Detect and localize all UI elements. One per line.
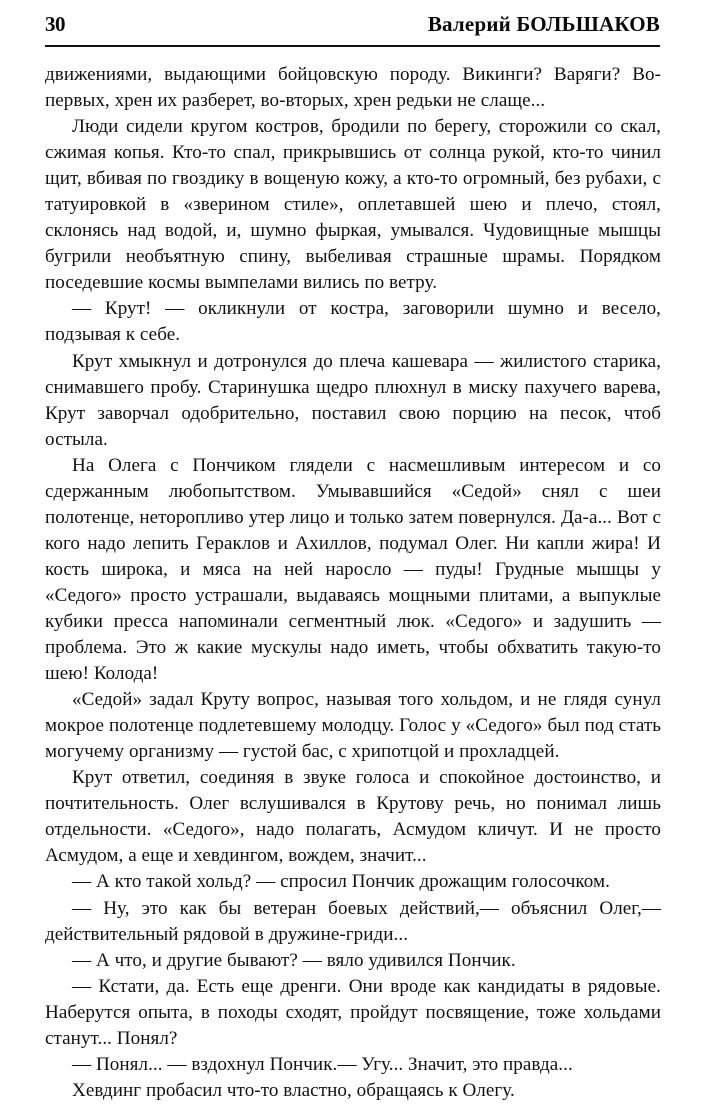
running-head [45, 12, 660, 46]
paragraph: — А что, и другие бывают? — вяло удивился Пончик. [72, 949, 516, 971]
paragraph: — Понял... — вздохнул Пончик.— Угу... Значит, это правда... [72, 1053, 573, 1075]
header-divider [45, 45, 660, 47]
paragraph: — Ну, это как бы ветеран боевых действий,— объяснил Олег,— действительный рядовой в дружине-гриди... [45, 897, 661, 945]
paragraph: движениями, выдающими бойцовскую породу. Викинги? Варяги? Во-первых, хрен их разберет, во-вторых, хрен редьки не слаще... [45, 64, 661, 112]
body-text [45, 62, 661, 1104]
paragraph: На Олега с Пончиком глядели с насмешливым интересом и со сдержанным любопытством. Умывавшийся «Седой» снял с шеи полотенце, неторопливо утер лицо и только затем повернулся. Да-а... Вот с кого надо лепить Гераклов и Ахиллов, подумал Олег. Ни капли жира! И кость широка, и мяса на ней наросло — пуды! Грудные мышцы у «Седого» просто устрашали, выдаваясь мощными плитами, а выпуклые кубики пресса напоминали сегментный люк. «Седого» и задушить — проблема. Это ж какие мускулы надо иметь, чтобы обхватить такую-то шею! Колода! [45, 454, 661, 685]
paragraph: «Седой» задал Круту вопрос, называя того хольдом, и не глядя сунул мокрое полотенце подлетевшему молодцу. Голос у «Седого» был под стать могучему организму — густой бас, с хрипотцой и прохладцей. [45, 689, 661, 763]
paragraph: — Кстати, да. Есть еще дренги. Они вроде как кандидаты в рядовые. Наберутся опыта, в походы сходят, пройдут посвящение, тоже хольдами станут... Понял? [45, 975, 661, 1049]
paragraph: Крут хмыкнул и дотронулся до плеча кашевара — жилистого старика, снимавшего пробу. Старинушка щедро плюхнул в миску пахучего варева, Крут заворчал одобрительно, поставил свою порцию на песок, чтоб остыла. [45, 350, 661, 450]
paragraph: Люди сидели кругом костров, бродили по берегу, сторожили со скал, сжимая копья. Кто-то спал, прикрывшись от солнца рукой, кто-то чинил щит, вбивая по гвоздику в вощеную кожу, а кто-то огромный, без рубахи, с татуировкой в «зверином стиле», оплетавшей шею и плечо, стоял, склонясь над водой, и, шумно фыркая, умывался. Чудовищные мышцы бугрили необъятную спину, выбеливая страшные шрамы. Порядком поседевшие космы вымпелами вились по ветру. [45, 116, 661, 294]
author-name: Валерий БОЛЬШАКОВ [427, 12, 660, 36]
paragraph: Крут ответил, соединяя в звуке голоса и спокойное достоинство, и почтительность. Олег вслушивался в Крутову речь, но понимал лишь отдельности. «Седого», надо полагать, Асмудом кличут. И не просто Асмудом, а еще и хевдингом, вождем, значит... [45, 767, 661, 867]
paragraph: — Крут! — окликнули от костра, заговорили шумно и весело, подзывая к себе. [45, 298, 661, 346]
paragraph: Хевдинг пробасил что-то властно, обращаясь к Олегу. [72, 1079, 515, 1101]
page-number: 30 [45, 12, 65, 36]
paragraph: — А кто такой хольд? — спросил Пончик дрожащим голосочком. [72, 871, 610, 893]
